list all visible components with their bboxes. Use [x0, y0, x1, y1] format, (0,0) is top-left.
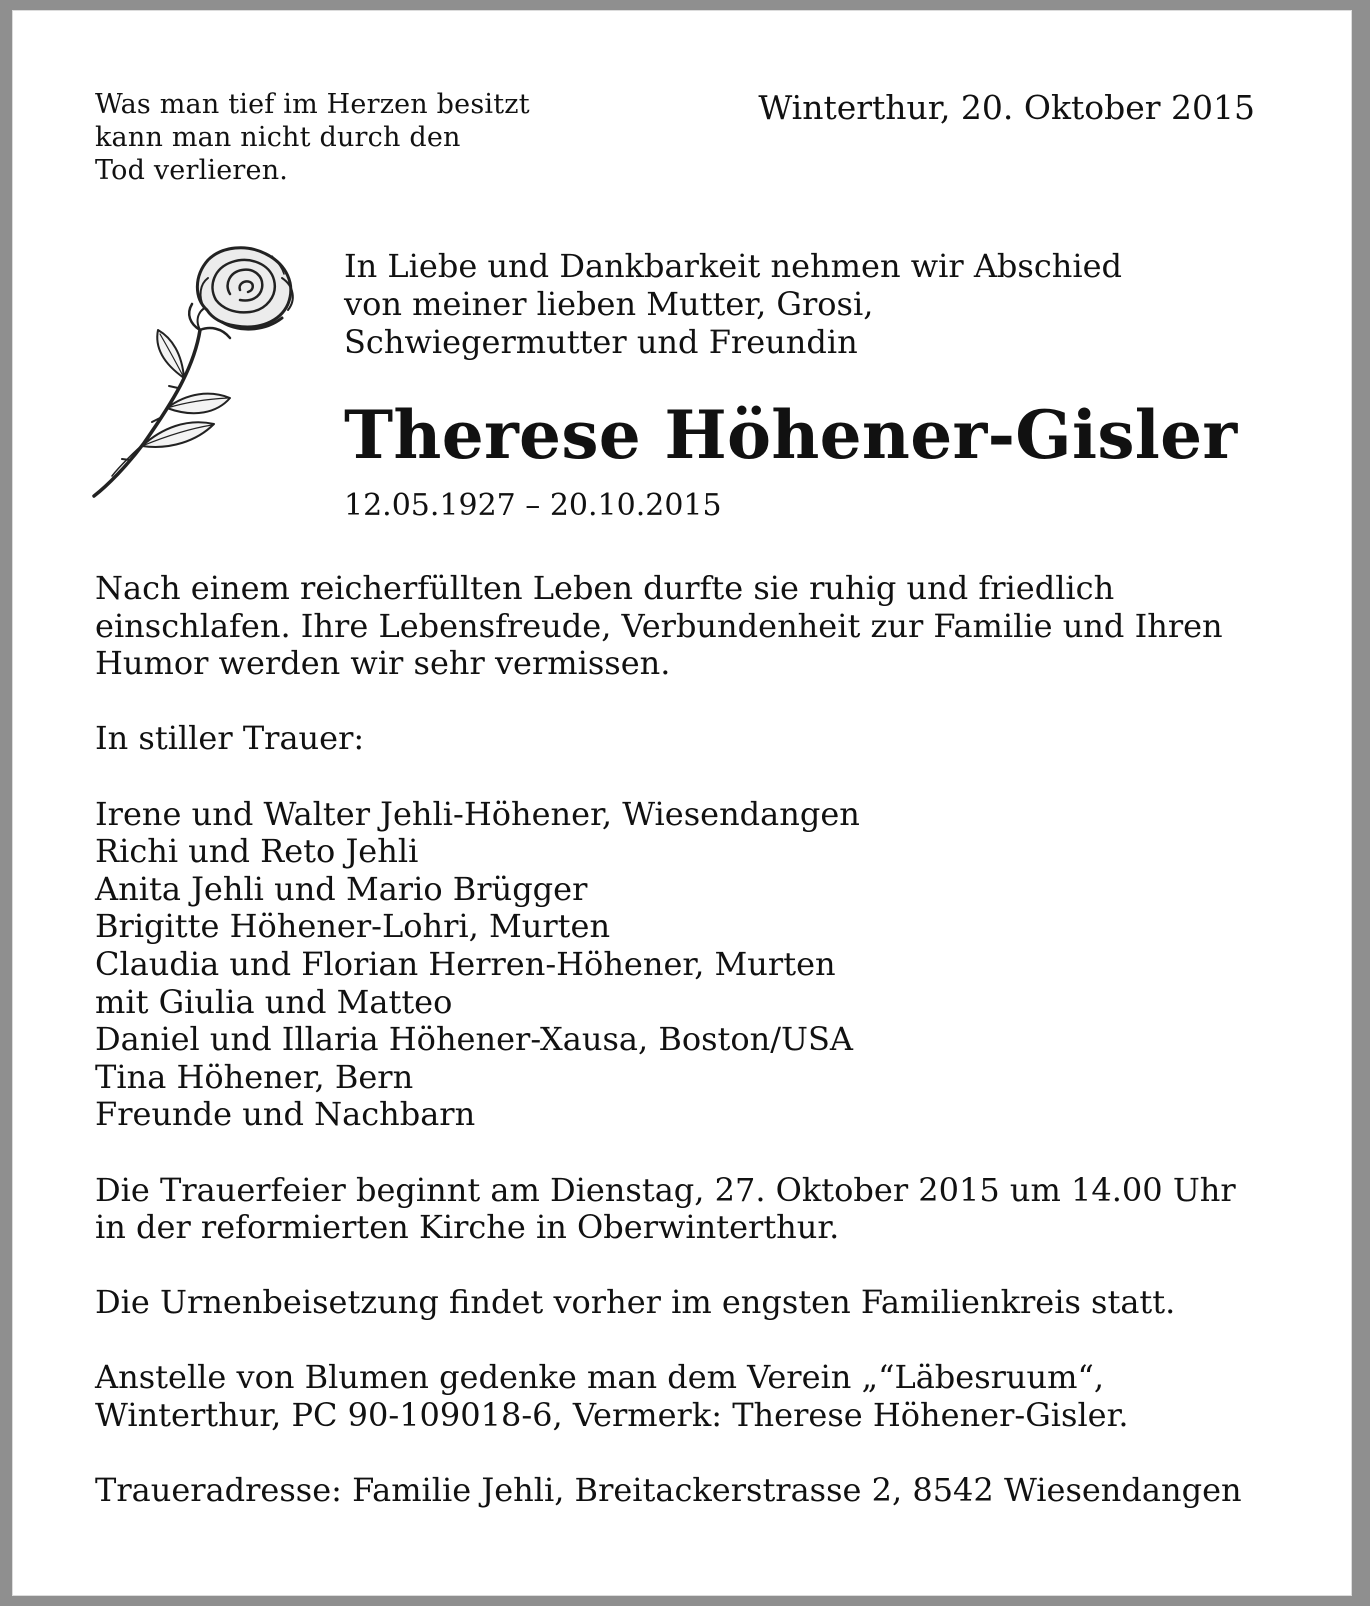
mourner-line: Brigitte Höhener-Lohri, Murten: [95, 907, 611, 946]
ceremony-line: in der reformierten Kirche in Oberwinterthur.: [95, 1208, 840, 1247]
motto-line: Was man tief im Herzen besitzt: [95, 89, 530, 120]
urn-notice: Die Urnenbeisetzung findet vorher im engsten Familienkreis statt.: [95, 1283, 1176, 1322]
mourning-heading: In stiller Trauer:: [95, 719, 365, 758]
paragraph-line: einschlafen. Ihre Lebensfreude, Verbundenheit zur Familie und Ihren: [95, 606, 1223, 645]
donation-line: Winterthur, PC 90-109018-6, Vermerk: Therese Höhener-Gisler.: [95, 1396, 1129, 1435]
motto-line: kann man nicht durch den: [95, 122, 461, 153]
mourner-line: Freunde und Nachbarn: [95, 1095, 476, 1134]
mourning-address: Traueradresse: Familie Jehli, Breitackerstrasse 2, 8542 Wiesendangen: [95, 1471, 1242, 1510]
mourner-line: Anita Jehli und Mario Brügger: [95, 869, 588, 908]
obituary-body: [95, 570, 1295, 1510]
intro: [344, 247, 1122, 361]
motto-line: Tod verlieren.: [95, 155, 289, 186]
intro-line: In Liebe und Dankbarkeit nehmen wir Abschied: [344, 247, 1123, 285]
mourner-line: Irene und Walter Jehli-Höhener, Wiesendangen: [95, 794, 860, 833]
place-date: Winterthur, 20. Oktober 2015: [758, 88, 1255, 127]
donation-line: Anstelle von Blumen gedenke man dem Verein „“Läbesruum“,: [95, 1358, 1105, 1397]
life-dates: 12.05.1927 – 20.10.2015: [344, 488, 722, 523]
rose-icon: [82, 238, 312, 500]
mourner-line: mit Giulia und Matteo: [95, 982, 453, 1021]
intro-line: Schwiegermutter und Freundin: [344, 323, 858, 361]
mourner-line: Daniel und Illaria Höhener-Xausa, Boston/USA: [95, 1020, 854, 1059]
mourner-line: Tina Höhener, Bern: [95, 1057, 414, 1096]
paragraph-line: Nach einem reicherfüllten Leben durfte sie ruhig und friedlich: [95, 569, 1115, 607]
obituary-page: [12, 10, 1352, 1596]
deceased-name: Therese Höhener-Gisler: [344, 396, 1238, 474]
paragraph-line: Humor werden wir sehr vermissen.: [95, 644, 671, 683]
ceremony-line: Die Trauerfeier beginnt am Dienstag, 27. Oktober 2015 um 14.00 Uhr: [95, 1170, 1236, 1209]
mourner-line: Richi und Reto Jehli: [95, 832, 419, 871]
motto: [95, 88, 530, 187]
intro-line: von meiner lieben Mutter, Grosi,: [344, 285, 874, 323]
mourner-line: Claudia und Florian Herren-Höhener, Murten: [95, 944, 836, 983]
